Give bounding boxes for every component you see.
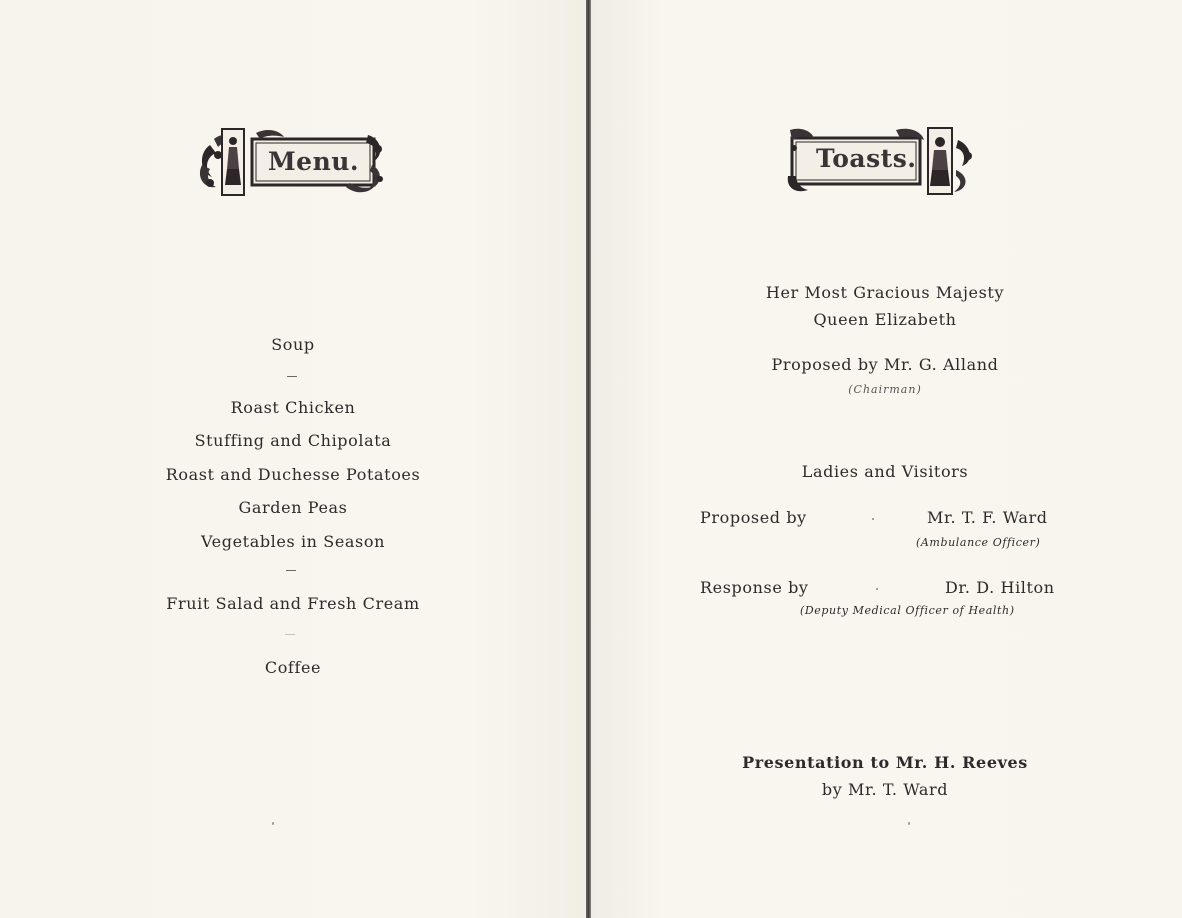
menu-title: Menu. <box>268 147 360 176</box>
menu-item-stuffing: Stuffing and Chipolata <box>194 431 392 450</box>
toast-majesty-line2: Queen Elizabeth <box>813 310 957 329</box>
menu-item-peas: Garden Peas <box>238 498 348 517</box>
toast-majesty-line1: Her Most Gracious Majesty <box>765 283 1005 302</box>
response-by-label: Response by <box>700 578 809 597</box>
proposer-name: Mr. T. F. Ward <box>927 508 1048 527</box>
menu-item-fruit-salad: Fruit Salad and Fresh Cream <box>166 594 420 613</box>
responder-name: Dr. D. Hilton <box>945 578 1055 597</box>
leader-dot <box>872 518 874 520</box>
toasts-header-ornament <box>786 124 976 198</box>
course-divider <box>287 376 297 377</box>
paper-speck <box>272 822 274 825</box>
menu-item-vegetables: Vegetables in Season <box>201 532 385 551</box>
presentation-line2: by Mr. T. Ward <box>821 780 949 799</box>
course-divider <box>285 634 295 635</box>
course-divider <box>286 570 296 571</box>
menu-item-soup: Soup <box>271 335 315 354</box>
leader-dot <box>876 588 878 590</box>
toast-majesty-proposer-role: (Chairman) <box>848 383 922 396</box>
proposed-by-label: Proposed by <box>700 508 807 527</box>
presentation-line1: Presentation to Mr. H. Reeves <box>742 753 1028 772</box>
toasts-title: Toasts. <box>816 144 917 173</box>
toast-ladies-heading: Ladies and Visitors <box>801 462 969 481</box>
menu-item-potatoes: Roast and Duchesse Potatoes <box>165 465 421 484</box>
toast-majesty-proposer: Proposed by Mr. G. Alland <box>771 355 999 374</box>
menu-header-ornament <box>196 125 386 199</box>
menu-item-roast-chicken: Roast Chicken <box>230 398 356 417</box>
responder-role: (Deputy Medical Officer of Health) <box>800 604 1015 617</box>
proposer-role: (Ambulance Officer) <box>916 536 1041 549</box>
page-fold <box>586 0 591 918</box>
paper-speck <box>908 822 910 825</box>
menu-item-coffee: Coffee <box>264 658 322 677</box>
